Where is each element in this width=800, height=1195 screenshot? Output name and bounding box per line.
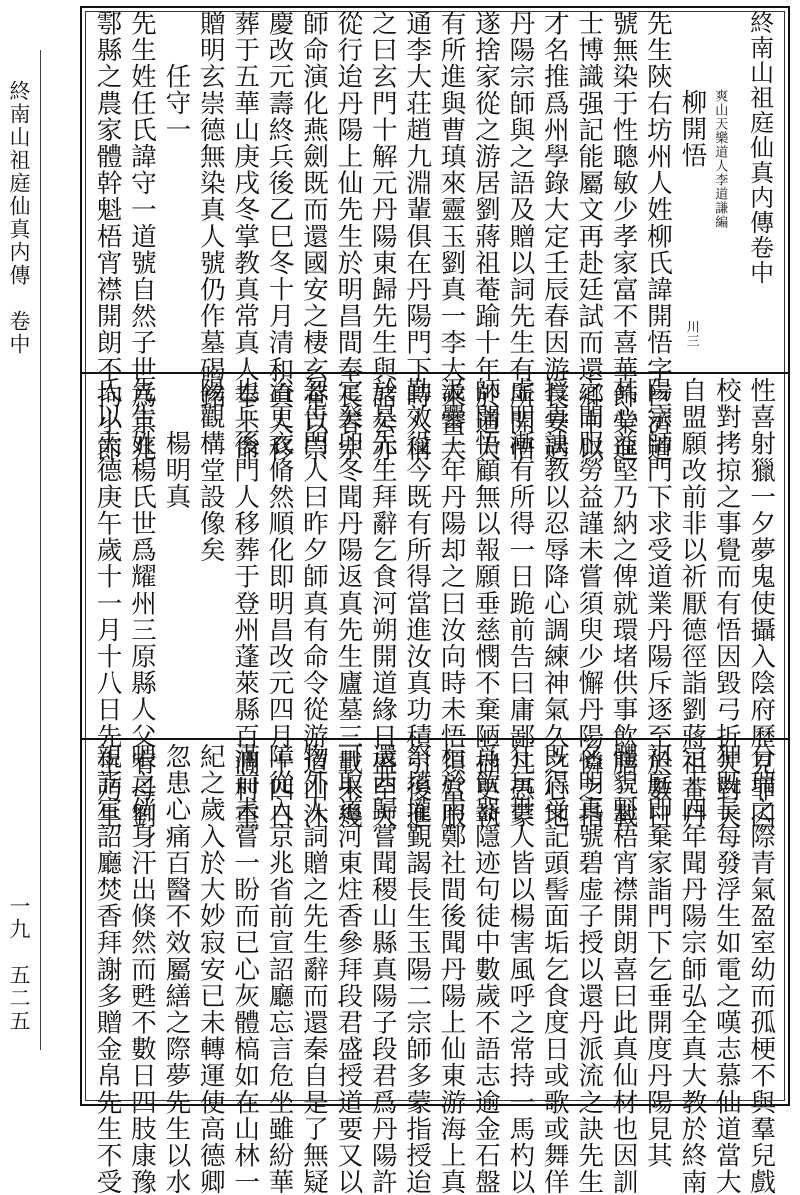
text-column: 還西歸嘗聞稷山縣真陽子段君爲丹陽許: [367, 743, 398, 1195]
text-column: 物外人詞贈之先生辭而還秦自是了無疑: [298, 743, 329, 1195]
text-column: 從行迨丹陽上仙先生於明昌間奉長春宗: [333, 10, 364, 463]
text-column: 授真訣教以忍辱降心調練神氣久之心地: [539, 377, 570, 830]
text-column: 可取道河東炷香參拜段君盛授道要又以: [333, 743, 364, 1195]
text-column: 師開悟顧無以報願垂慈憫不棄陋拙更執: [470, 377, 501, 830]
text-column: 有所進與曹瑱來靈玉劉真一李大乘雷大: [436, 10, 467, 463]
text-column: 先生姓任氏諱守一道號自然子世爲京兆: [126, 10, 157, 463]
text-column: 性喜射獵一夕夢鬼使攝入陰府歷見罪囚: [746, 377, 777, 830]
text-column: 贈明玄崇德無染真人號仍作墓碣銘: [195, 10, 226, 409]
text-column: 狎既長每發浮生如電之嘆志慕仙道當大: [711, 743, 742, 1195]
margin-mark: 川三: [683, 320, 699, 348]
spine-divider: [40, 50, 41, 1050]
text-column: 鄠縣之農家體幹魁梧宵襟開朗不拘小節: [92, 10, 123, 463]
text-section-1: [88, 10, 782, 463]
text-column: 障從入京兆省前宣詔廳忘言危坐雖紛華: [264, 743, 295, 1195]
text-column: 汲爨三年丹陽却之曰汝向時未悟須當服: [436, 377, 467, 830]
text-column: 定十四年聞丹陽宗師弘全真大教於終南: [677, 743, 708, 1195]
text-column: 之間服勞益謹未嘗須臾少懈丹陽憐之指: [574, 377, 605, 830]
text-column: 通李大荘趙九淵輩俱在丹陽門下時人稱: [402, 10, 433, 463]
text-column: 遂捨家從之游居劉蔣祖菴踰十年於道大: [470, 10, 501, 463]
text-column: 自盟願改前非以祈厭德徑詣劉蔣祖菴丹: [677, 377, 708, 830]
text-column: 浴更衣脩然順化即明昌改元四月十四日: [264, 377, 295, 830]
text-column: 丹陽宗師與之語及贈以詞先生有所開悟: [505, 10, 536, 463]
text-column: 葬于五華山庚戌冬掌教真常真人奉上命: [230, 10, 261, 463]
text-column: 陽觀構堂設像矣: [195, 377, 226, 564]
text-column: 喂之倘身汗出倏然而甦不數日四肢康豫: [126, 743, 157, 1195]
text-column: 虚明漸有所得一日跪前告曰庸鄙凡愚蒙: [505, 377, 536, 830]
text-column: 任守一: [161, 62, 192, 143]
text-column: 滿前未嘗一盼而已心灰體槁如在山林一: [230, 743, 261, 1195]
text-column: 士博識强記能屬文再赴廷試而還鄉中以: [574, 10, 605, 463]
text-column: 先生姓楊氏世爲耀州三原縣人父宥母劉: [126, 377, 157, 830]
text-column: 師命演化燕劍既而還國安之棲玄菴以崇: [298, 10, 329, 463]
text-column: 忽告門人曰昨夕師真有命令從游道山沐: [298, 377, 329, 830]
text-column: 體貌魁梧宵襟開朗喜曰此真仙材也因訓: [608, 743, 639, 1195]
text-column: 也兵後門人移葬于登州蓬萊縣百澗村重: [230, 377, 261, 830]
text-column: 氏以天德庚午歲十一月十八日先生乃生: [92, 377, 123, 830]
text-column: 祖庭即棄家詣門下乞垂開度丹陽見其: [642, 743, 673, 1169]
text-section-2: [88, 377, 782, 830]
text-column: 祭墳壠覲謁長生玉陽二宗師多蒙指授迨: [402, 743, 433, 1195]
text-column: 親詣宣詔廳焚香拜謝多贈金帛先生不受: [92, 743, 123, 1195]
text-column: 分瑞之際青氣盈室幼而孤梗不與羣兒戲: [746, 743, 777, 1195]
text-column: 桓於南鄭社間後聞丹陽上仙東游海上真: [436, 743, 467, 1195]
text-column: 狂玩世人皆以楊害風呼之常持一馬杓以: [505, 743, 536, 1195]
text-column: 於是先生拜辭乞食河朔開道緣日盛至大: [367, 377, 398, 830]
text-column: 既得受記頭髻面垢乞食度日或歌或舞佯: [539, 743, 570, 1195]
text-column: 爽山天樂道人李道謙編: [712, 89, 728, 230]
text-column: 號無染于性聰敏少孝家富不喜華飾業進: [608, 10, 639, 463]
text-column: 先生陝右坊州人姓柳氏諱開悟字巨濟道: [642, 10, 673, 463]
text-section-3: [88, 743, 782, 1195]
text-column: 才名推爲州學錄大定壬辰春因游長安遇: [539, 10, 570, 463]
text-column: 忽患心痛百醫不效屬繕之際夢先生以水: [161, 743, 192, 1195]
section-divider: [80, 372, 790, 374]
text-column: 校對拷掠之事覺而有悟因毀弓折矢對天: [711, 377, 742, 830]
text-column: 紀之歲入於大妙寂安已未轉運使高德卿: [195, 743, 226, 1195]
text-column: 定癸卯冬聞丹陽返真先生廬墓三載未幾: [333, 377, 364, 830]
text-column: 終南山祖庭仙真内傳卷中: [745, 10, 774, 285]
text-column: 其心益堅乃納之俾就環堵供事飲膳三載: [608, 377, 639, 830]
text-column: 勤效役今既有所得當進汝真功積引後進: [402, 377, 433, 830]
text-column: 名明真號碧虚子授以還丹派流之訣先生: [574, 743, 605, 1195]
text-column: 爲飲器隱迹句徒中數歲不語志逾金石盤: [470, 743, 501, 1195]
page-number: 一九 五二五: [7, 895, 31, 1033]
text-column: 之曰玄門十解元丹陽東歸先生與諸公亦: [367, 10, 398, 463]
text-column: 慶改元壽終兵後乙巳冬十月清和真人移: [264, 10, 295, 463]
book-spine-title: 終南山祖庭仙真内傳 卷中: [7, 80, 31, 356]
text-column: 楊明真: [161, 429, 192, 510]
text-column: 柳開悟: [677, 89, 708, 169]
text-column: 陽宗師門下求受道業丹陽斥逐至於數日: [642, 377, 673, 830]
